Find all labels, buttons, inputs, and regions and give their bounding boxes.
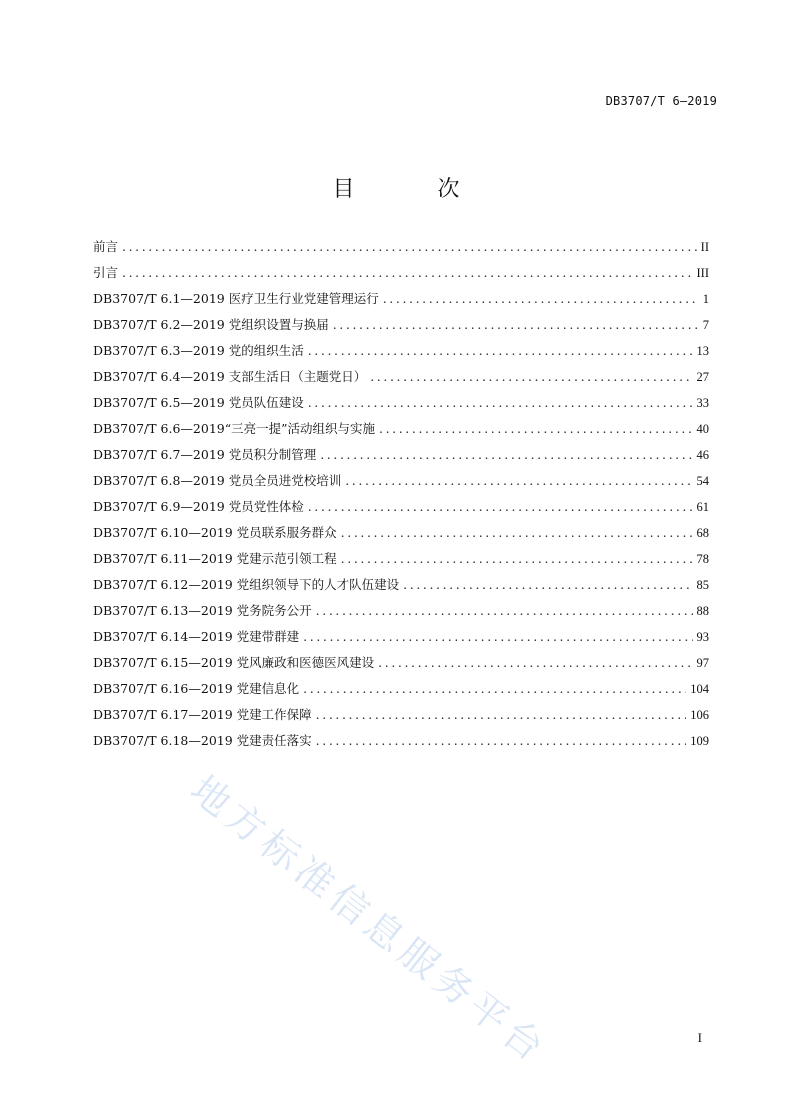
toc-leader-dots (345, 471, 692, 491)
toc-entry-page: 78 (696, 552, 709, 566)
toc-entry-page: 54 (696, 474, 709, 488)
toc-leader-dots (341, 523, 693, 543)
toc-entry[interactable] (93, 263, 709, 289)
toc-entry[interactable] (93, 497, 709, 523)
toc-entry-page: 109 (690, 734, 709, 748)
toc-leader-dots (308, 341, 693, 361)
toc-entry-label: 前言 (93, 239, 119, 254)
toc-entry-label: DB3707/T 6.6—2019“三亮一提”活动组织与实施 (93, 421, 376, 436)
toc-entry-label: DB3707/T 6.14—2019 党建带群建 (93, 629, 300, 644)
toc-entry-page: 88 (696, 604, 709, 618)
toc-leader-dots (341, 549, 693, 569)
toc-entry-label: DB3707/T 6.13—2019 党务院务公开 (93, 603, 312, 618)
toc-entry-label: DB3707/T 6.8—2019 党员全员进党校培训 (93, 473, 342, 488)
toc-entry-page: 104 (690, 682, 709, 696)
toc-leader-dots (403, 575, 692, 595)
toc-entry-page: 106 (690, 708, 709, 722)
toc-entry-label: DB3707/T 6.2—2019 党组织设置与换届 (93, 317, 329, 332)
toc-entry[interactable] (93, 393, 709, 419)
toc-entry-page: 1 (702, 292, 709, 306)
toc-entry[interactable] (93, 653, 709, 679)
toc-leader-dots (122, 263, 692, 283)
toc-leader-dots (303, 627, 692, 647)
toc-entry[interactable] (93, 731, 709, 757)
page-number: I (697, 1030, 702, 1045)
toc-entry-label: DB3707/T 6.7—2019 党员积分制管理 (93, 447, 317, 462)
toc-entry-label: DB3707/T 6.4—2019 支部生活日（主题党日） (93, 369, 367, 384)
toc-entry[interactable] (93, 679, 709, 705)
document-code: DB3707/T 6—2019 (605, 94, 717, 108)
toc-entry-page: III (696, 266, 709, 280)
toc-entry[interactable] (93, 237, 709, 263)
toc-entry-label: DB3707/T 6.1—2019 医疗卫生行业党建管理运行 (93, 291, 379, 306)
toc-entry-label: DB3707/T 6.11—2019 党建示范引领工程 (93, 551, 337, 566)
toc-leader-dots (378, 653, 692, 673)
toc-entry[interactable] (93, 601, 709, 627)
toc-leader-dots (303, 679, 686, 699)
toc-entry-page: 85 (696, 578, 709, 592)
toc-entry[interactable] (93, 471, 709, 497)
toc-entry-label: DB3707/T 6.17—2019 党建工作保障 (93, 707, 312, 722)
toc-entry-page: II (700, 240, 709, 254)
toc-entry-label: DB3707/T 6.9—2019 党员党性体检 (93, 499, 304, 514)
table-of-contents (93, 237, 709, 757)
toc-leader-dots (316, 705, 687, 725)
toc-entry[interactable] (93, 289, 709, 315)
watermark: 地方标准信息服务平台 (182, 767, 557, 1073)
toc-entry[interactable] (93, 549, 709, 575)
toc-entry-label: DB3707/T 6.18—2019 党建责任落实 (93, 733, 312, 748)
toc-leader-dots (320, 445, 692, 465)
toc-entry[interactable] (93, 367, 709, 393)
toc-entry[interactable] (93, 445, 709, 471)
toc-entry[interactable] (93, 705, 709, 731)
toc-entry-label: DB3707/T 6.5—2019 党员队伍建设 (93, 395, 304, 410)
toc-title: 目 次 (332, 177, 498, 202)
toc-entry[interactable] (93, 575, 709, 601)
toc-entry-label: 引言 (93, 265, 119, 280)
toc-entry-label: DB3707/T 6.3—2019 党的组织生活 (93, 343, 304, 358)
toc-entry-page: 13 (696, 344, 709, 358)
toc-entry-page: 93 (696, 630, 709, 644)
toc-entry-page: 27 (696, 370, 709, 384)
toc-entry-label: DB3707/T 6.15—2019 党风廉政和医德医风建设 (93, 655, 375, 670)
toc-entry[interactable] (93, 419, 709, 445)
toc-entry-page: 7 (702, 318, 709, 332)
toc-entry-page: 46 (696, 448, 709, 462)
toc-leader-dots (316, 601, 693, 621)
toc-entry-label: DB3707/T 6.10—2019 党员联系服务群众 (93, 525, 337, 540)
toc-entry-page: 61 (696, 500, 709, 514)
toc-entry-label: DB3707/T 6.12—2019 党组织领导下的人才队伍建设 (93, 577, 400, 592)
toc-entry-page: 68 (696, 526, 709, 540)
toc-leader-dots (333, 315, 699, 335)
toc-entry[interactable] (93, 523, 709, 549)
toc-leader-dots (308, 497, 693, 517)
toc-entry-page: 97 (696, 656, 709, 670)
toc-entry[interactable] (93, 627, 709, 653)
toc-entry-page: 33 (696, 396, 709, 410)
toc-entry[interactable] (93, 315, 709, 341)
toc-leader-dots (370, 367, 692, 387)
toc-entry-page: 40 (696, 422, 709, 436)
toc-entry[interactable] (93, 341, 709, 367)
toc-leader-dots (316, 731, 687, 751)
toc-leader-dots (379, 419, 692, 439)
toc-entry-label: DB3707/T 6.16—2019 党建信息化 (93, 681, 300, 696)
toc-leader-dots (308, 393, 693, 413)
toc-leader-dots (122, 237, 697, 257)
toc-leader-dots (383, 289, 699, 309)
